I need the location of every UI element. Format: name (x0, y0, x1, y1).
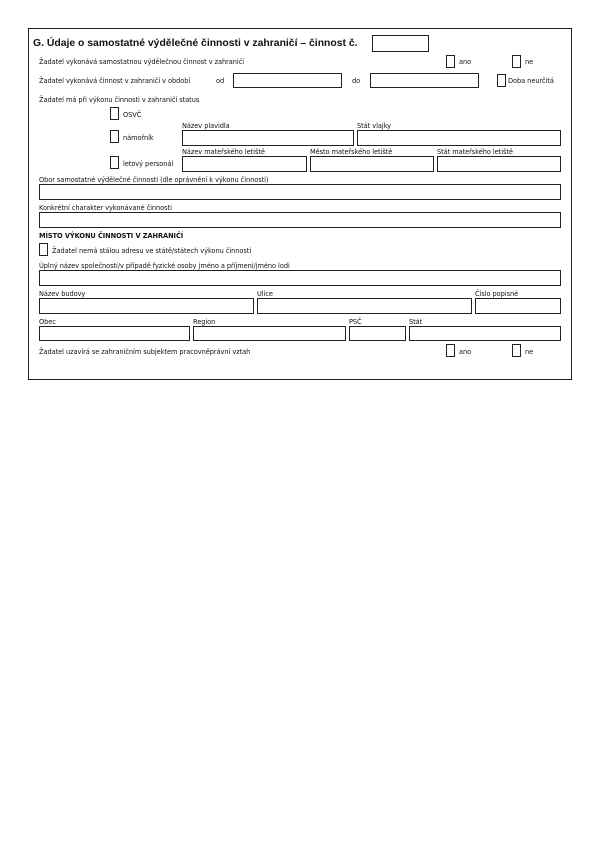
airport-state-label: Stát mateřského letiště (437, 148, 513, 156)
indefinite-checkbox[interactable] (497, 74, 506, 87)
q-performs-label: Žadatel vykonává samostatnou výdělečnou činnost v zahraničí (39, 58, 245, 66)
state-label: Stát (409, 318, 423, 326)
q-employment-no-label: ne (525, 348, 534, 356)
status-flight-label: letový personál (123, 160, 174, 168)
state-input[interactable] (409, 326, 561, 341)
q-performs-yes-label: ano (459, 58, 472, 66)
no-fixed-address-label: Žadatel nemá stálou adresu ve státě/státech výkonu činnosti (52, 247, 252, 255)
airport-city-input[interactable] (310, 156, 434, 172)
section-title: G. Údaje o samostatné výdělečné činnosti v zahraničí – činnost č. (33, 38, 358, 49)
period-to-label: do (352, 77, 361, 85)
building-label: Název budovy (39, 290, 86, 298)
q-performs-no-label: ne (525, 58, 534, 66)
airport-city-label: Město mateřského letiště (310, 148, 393, 156)
company-label: Úplný název společnosti/v případě fyzické osoby jméno a příjmení/jméno lodi (39, 262, 290, 270)
no-fixed-address-checkbox[interactable] (39, 243, 48, 256)
q-employment-no-checkbox[interactable] (512, 344, 521, 357)
region-input[interactable] (193, 326, 346, 341)
status-osvc-checkbox[interactable] (110, 107, 119, 120)
street-label: Ulice (257, 290, 273, 298)
status-seaman-label: námořník (123, 134, 154, 142)
indefinite-label: Doba neurčitá (508, 77, 554, 85)
flag-state-input[interactable] (357, 130, 561, 146)
airport-name-label: Název mateřského letiště (182, 148, 265, 156)
status-osvc-label: OSVČ (123, 111, 142, 119)
status-flight-checkbox[interactable] (110, 156, 119, 169)
flag-state-label: Stát vlajky (357, 122, 392, 130)
activity-number-input[interactable] (372, 35, 429, 52)
house-no-input[interactable] (475, 298, 561, 314)
city-label: Obec (39, 318, 56, 326)
place-heading: MÍSTO VÝKONU ČINNOSTI V ZAHRANIČÍ (39, 232, 184, 240)
status-label: Žadatel má při výkonu činnosti v zahraničí status (39, 96, 200, 104)
street-input[interactable] (257, 298, 472, 314)
q-employment-yes-label: ano (459, 348, 472, 356)
q-employment-label: Žadatel uzavírá se zahraničním subjektem pracovněprávní vztah (39, 348, 251, 356)
field-scope-input[interactable] (39, 184, 561, 200)
field-nature-label: Konkrétní charakter vykonávané činnosti (39, 204, 172, 212)
house-no-label: Číslo popisné (475, 290, 519, 298)
q-employment-yes-checkbox[interactable] (446, 344, 455, 357)
airport-name-input[interactable] (182, 156, 307, 172)
period-to-input[interactable] (370, 73, 479, 88)
q-performs-no-checkbox[interactable] (512, 55, 521, 68)
field-scope-label: Obor samostatné výdělečné činnosti (dle oprávnění k výkonu činnosti) (39, 176, 269, 184)
city-input[interactable] (39, 326, 190, 341)
status-seaman-checkbox[interactable] (110, 130, 119, 143)
ship-name-label: Název plavidla (182, 122, 230, 130)
zip-label: PSČ (349, 318, 362, 326)
airport-state-input[interactable] (437, 156, 561, 172)
period-label: Žadatel vykonává činnost v zahraničí v období (39, 77, 191, 85)
building-input[interactable] (39, 298, 254, 314)
region-label: Region (193, 318, 216, 326)
field-nature-input[interactable] (39, 212, 561, 228)
ship-name-input[interactable] (182, 130, 354, 146)
period-from-label: od (216, 77, 225, 85)
zip-input[interactable] (349, 326, 406, 341)
period-from-input[interactable] (233, 73, 342, 88)
q-performs-yes-checkbox[interactable] (446, 55, 455, 68)
company-input[interactable] (39, 270, 561, 286)
